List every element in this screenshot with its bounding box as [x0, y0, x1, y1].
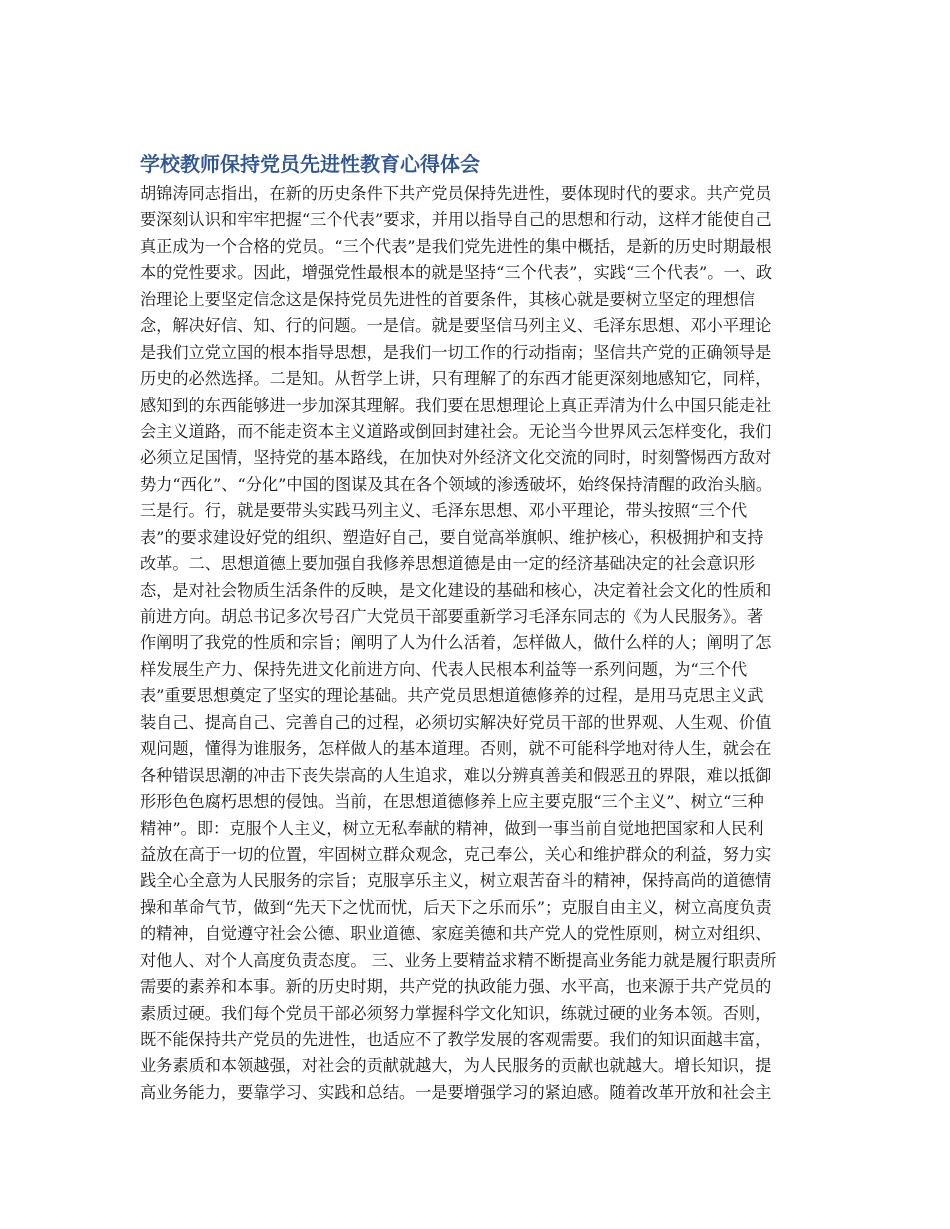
paragraph-line: 胡锦涛同志指出，在新的历史条件下共产党员保持先进性，要体现时代的要求。共产党员 — [140, 184, 772, 203]
paragraph-line: 历史的必然选择。二是知。从哲学上讲，只有理解了的东西才能更深刻地感知它，同样， — [140, 369, 772, 389]
paragraph-line: 装自己、提高自己、完善自己的过程，必须切实解决好党员干部的世界观、人生观、价值 — [140, 712, 772, 732]
paragraph-line: 样发展生产力、保持先进文化前进方向、代表人民根本利益等一系列问题，为“三个代 — [140, 659, 748, 679]
paragraph-line: 观问题，懂得为谁服务，怎样做人的基本道理。否则，就不可能科学地对待人生，就会在 — [140, 739, 772, 759]
paragraph-line: 念，解决好信、知、行的问题。一是信。就是要坚信马列主义、毛泽东思想、邓小平理论 — [140, 316, 772, 336]
paragraph-line: 对他人、对个人高度负责态度。 三、业务上要精益求精不断提高业务能力就是履行职责所 — [140, 950, 777, 970]
paragraph-line: 操和革命气节，做到“先天下之忧而忧，后天下之乐而乐”；克服自由主义，树立高度负责 — [140, 897, 772, 917]
paragraph-line: 态，是对社会物质生活条件的反映，是文化建设的基础和核心，决定着社会文化的性质和 — [140, 580, 772, 600]
document-title: 学校教师保持党员先进性教育心得体会 — [140, 152, 480, 176]
paragraph-line: 高业务能力，要靠学习、实践和总结。一是要增强学习的紧迫感。随着改革开放和社会主 — [140, 1082, 772, 1102]
paragraph-line: 形形色色腐朽思想的侵蚀。当前，在思想道德修养上应主要克服“三个主义”、树立“三种 — [140, 792, 764, 812]
paragraph-line: 必须立足国情，坚持党的基本路线，在加快对外经济文化交流的同时，时刻警惕西方敌对 — [140, 448, 772, 468]
paragraph-line: 前进方向。胡总书记多次号召广大党员干部要重新学习毛泽东同志的《为人民服务》。著 — [140, 607, 764, 626]
paragraph-line: 势力“西化”、“分化”中国的图谋及其在各个领域的渗透破坏，始终保持清醒的政治头脑。 — [140, 474, 773, 494]
paragraph-line: 改革。二、思想道德上要加强自我修养思想道德是由一定的经济基础决定的社会意识形 — [140, 554, 756, 574]
paragraph-line: 各种错误思潮的冲击下丧失崇高的人生追求，难以分辨真善美和假恶丑的界限，难以抵御 — [140, 765, 772, 785]
paragraph-line: 三是行。行，就是要带头实践马列主义、毛泽东思想、邓小平理论，带头按照“三个代 — [140, 501, 748, 521]
paragraph-line: 会主义道路，而不能走资本主义道路或倒回封建社会。无论当今世界风云怎样变化，我们 — [140, 421, 772, 441]
paragraph-line: 真正成为一个合格的党员。“三个代表”是我们党先进性的集中概括，是新的历史时期最根 — [140, 236, 772, 256]
paragraph-line: 益放在高于一切的位置，牢固树立群众观念，克己奉公，关心和维护群众的利益，努力实 — [140, 844, 772, 864]
paragraph-line: 要深刻认识和牢牢把握“三个代表”要求，并用以指导自己的思想和行动，这样才能使自己 — [140, 210, 772, 230]
paragraph-line: 本的党性要求。因此，增强党性最根本的就是坚持“三个代表”，实践“三个代表”。一、政 — [140, 263, 773, 283]
paragraph-line: 需要的素养和本事。新的历史时期，共产党的执政能力强、水平高，也来源于共产党员的 — [140, 977, 772, 997]
paragraph-line: 作阐明了我党的性质和宗旨；阐明了人为什么活着，怎样做人，做什么样的人；阐明了怎 — [140, 633, 772, 653]
paragraph-line: 是我们立党立国的根本指导思想，是我们一切工作的行动指南；坚信共产党的正确领导是 — [140, 342, 772, 362]
paragraph-line: 践全心全意为人民服务的宗旨；克服享乐主义，树立艰苦奋斗的精神，保持高尚的道德情 — [140, 871, 772, 891]
paragraph-line: 治理论上要坚定信念这是保持党员先进性的首要条件，其核心就是要树立坚定的理想信 — [140, 289, 756, 309]
paragraph-line: 既不能保持共产党员的先进性，也适应不了教学发展的客观需要。我们的知识面越丰富， — [140, 1030, 772, 1049]
paragraph-line: 业务素质和本领越强，对社会的贡献就越大，为人民服务的贡献也就越大。增长知识，提 — [140, 1056, 772, 1076]
document-body — [140, 181, 812, 1106]
paragraph-line: 感知到的东西能够进一步加深其理解。我们要在思想理论上真正弄清为什么中国只能走社 — [140, 395, 772, 415]
paragraph-line: 表”的要求建设好党的组织、塑造好自己，要自觉高举旗帜、维护核心，积极拥护和支持 — [140, 527, 764, 547]
paragraph-line: 精神”。即：克服个人主义，树立无私奉献的精神，做到一事当前自觉地把国家和人民利 — [140, 818, 764, 838]
paragraph-line: 的精神，自觉遵守社会公德、职业道德、家庭美德和共产党人的党性原则，树立对组织、 — [140, 924, 772, 944]
paragraph-line: 表”重要思想奠定了坚实的理论基础。共产党员思想道德修养的过程，是用马克思主义武 — [140, 686, 764, 706]
paragraph-line: 素质过硬。我们每个党员干部必须努力掌握科学文化知识，练就过硬的业务本领。否则， — [140, 1003, 772, 1023]
